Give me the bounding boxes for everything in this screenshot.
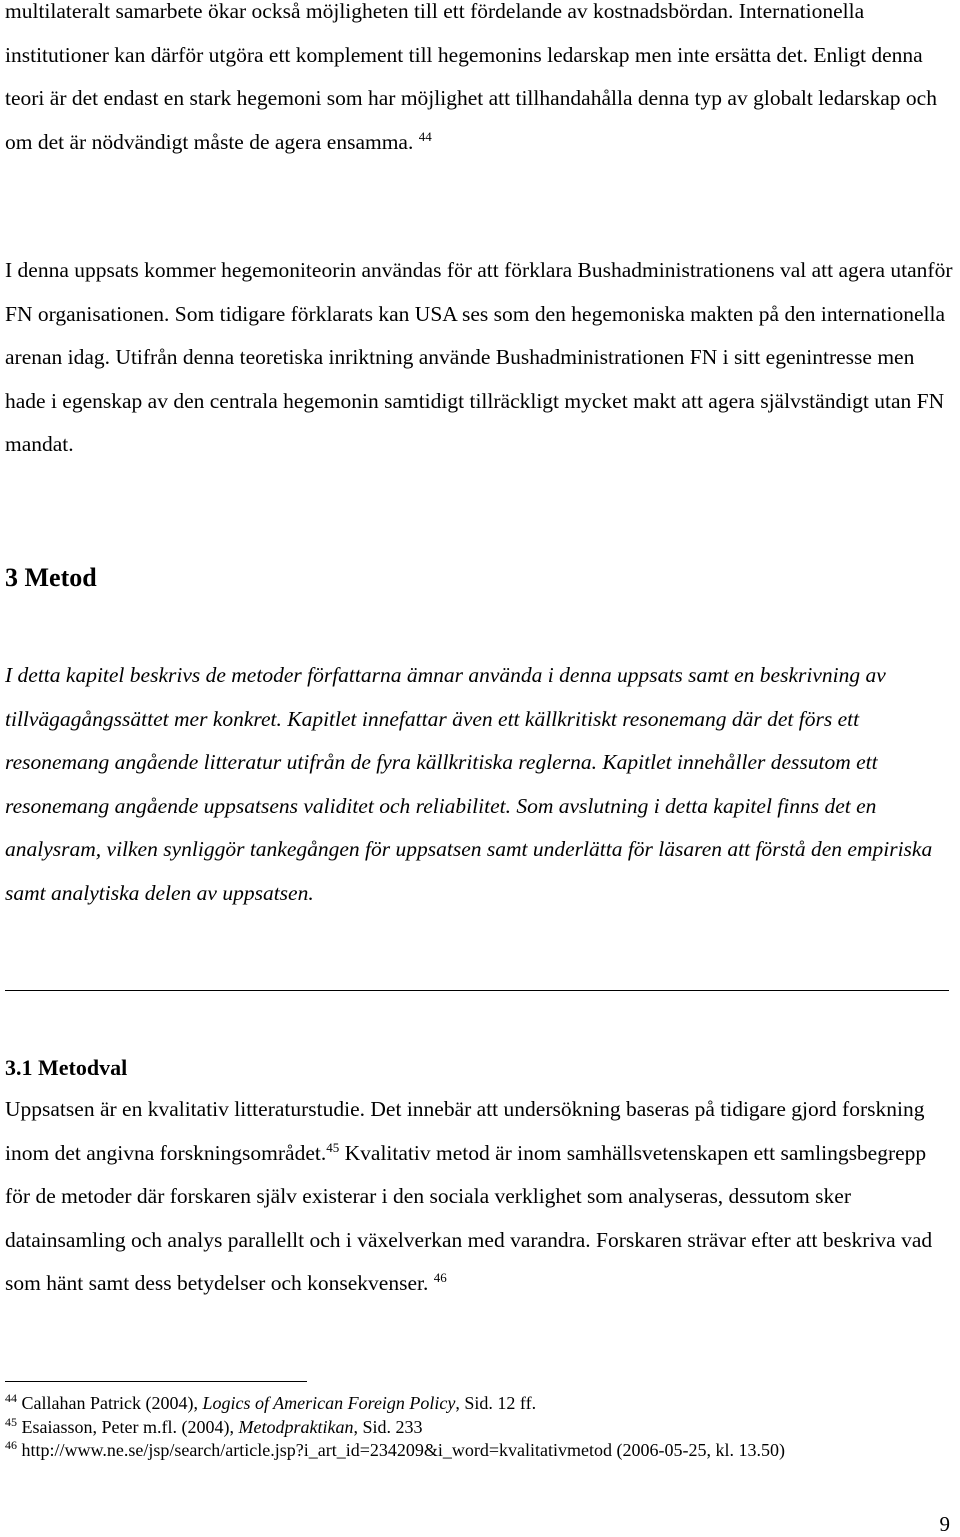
footnote-number: 44 [5, 1391, 17, 1405]
footnote-number: 45 [5, 1414, 17, 1429]
footnote-46 [5, 1439, 955, 1463]
footnote-ref-46[interactable]: 46 [433, 1270, 447, 1286]
intro-paragraph [5, 0, 955, 164]
chapter-abstract: I detta kapitel beskrivs de metoder författarna ämnar använda i denna uppsats samt en beskrivning av tillvägagångssättet mer konkret. Kapitlet innefattar även ett källkritiskt resonemang där det förs ett resonemang angående litteratur utifrån de fyra källkritiska reglerna. Kapitlet innehåller dessutom ett resonemang angående uppsatsens validitet och reliabilitet. Som avslutning i detta kapitel finns det en analysram, vilken synliggör tankegången för uppsatsen samt underlätta för läsaren att förstå den empiriska samt analytiska delen av uppsatsen. [5, 663, 933, 905]
section-divider [5, 990, 949, 991]
footnote-title: Metodpraktikan [238, 1416, 354, 1437]
hegemony-paragraph: I denna uppsats kommer hegemoniteorin användas för att förklara Bushadministrationens val att agera utanför FN organisationen. Som tidigare förklarats kan USA ses som den hegemoniska makten på den internationella arenan idag. Utifrån denna teoretiska inriktning använde Bushadministrationen FN i sitt egenintresse men hade i egenskap av den centrala hegemonin samtidigt tillräckligt mycket makt att agera självständigt utan FN mandat. [5, 258, 953, 457]
footnote-number: 46 [5, 1438, 17, 1452]
footnote-ref-45[interactable]: 45 [326, 1139, 340, 1155]
footnote-text: , Sid. 233 [353, 1416, 423, 1437]
metodval-text-a: Uppsatsen är en kvalitativ litteraturstudie. Det innebär att undersökning baseras på tidigare gjord forskning inom det angivna forskningsområdet. [5, 1097, 925, 1165]
footnote-44 [5, 1392, 955, 1416]
intro-text: multilateralt samarbete ökar också möjligheten till ett fördelande av kostnadsbördan. Internationella institutioner kan därför utgöra ett komplement till hegemonins ledarskap men inte ersätta det. Enligt denna teori är det endast en stark hegemoni som har möjlighet att tillhandahålla denna typ av globalt ledarskap och om det är nödvändigt måste de agera ensamma. [5, 0, 937, 154]
footnotes [5, 1392, 955, 1463]
section-heading-metod: 3 Metod [5, 563, 97, 592]
subsection-heading-metodval: 3.1 Metodval [5, 1055, 128, 1080]
footnote-text: , Sid. 12 ff. [455, 1393, 537, 1413]
footnote-ref-44[interactable]: 44 [418, 128, 432, 144]
metodval-text-b: Kvalitativ metod är inom samhällsvetenskapen ett samlingsbegrepp för de metoder där forskaren själv existerar i den sociala verklighet som analyseras, dessutom sker datainsamling och analys parallellt och i växelverkan med varandra. Forskaren strävar efter att beskriva vad som hänt samt dess betydelser och konsekvenser. [5, 1140, 933, 1296]
footnote-text: Esaiasson, Peter m.fl. (2004), [21, 1416, 239, 1437]
footnote-text: Callahan Patrick (2004), [21, 1393, 203, 1413]
footnote-link[interactable]: http://www.ne.se/jsp/search/article.jsp?i_art_id=234209&i_word=kvalitativmetod (2006-05-25, kl. 13.50) [21, 1440, 785, 1460]
metodval-paragraph [5, 1088, 955, 1306]
page-number: 9 [939, 1512, 950, 1536]
footnote-title: Logics of American Foreign Policy [202, 1393, 456, 1413]
footnote-45 [5, 1416, 955, 1440]
footnote-separator [5, 1381, 307, 1382]
